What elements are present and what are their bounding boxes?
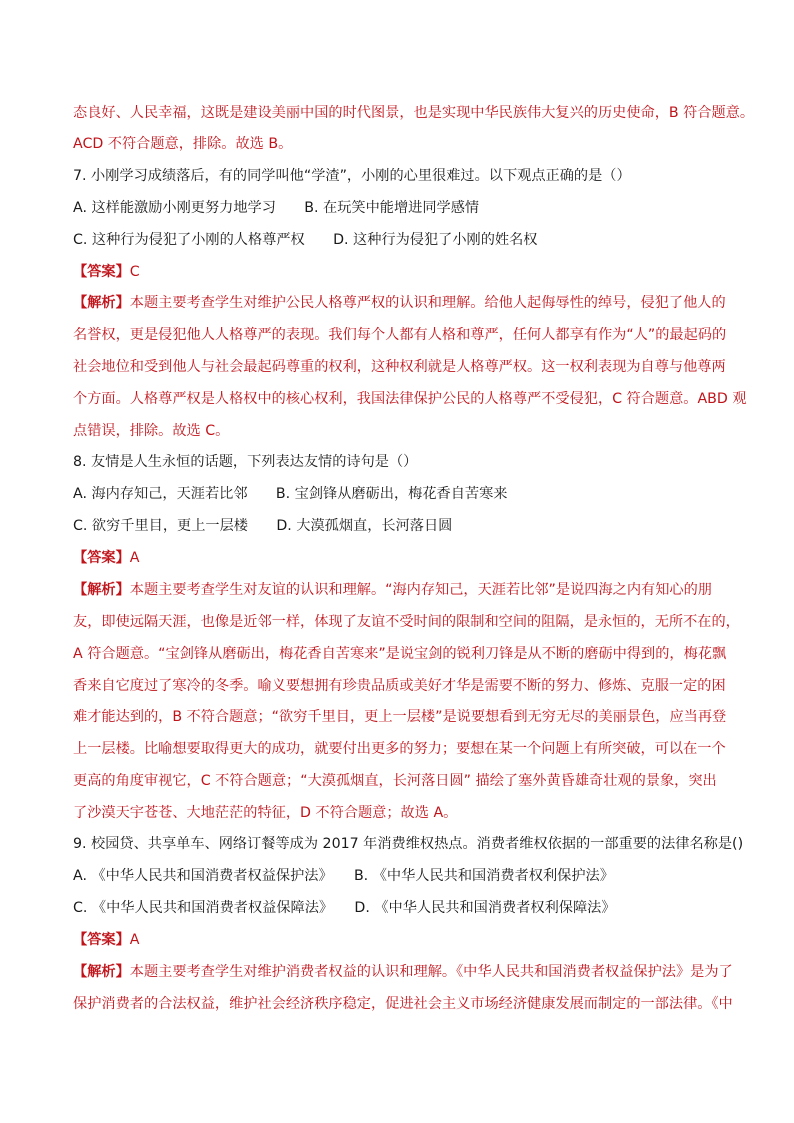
line-text: 名誉权，更是侵犯他人人格尊严的表现。我们每个人都有人格和尊严，任何人都享有作为“人”的最起码的 [73,327,727,343]
line-text: 本题主要考查学生对维护公民人格尊严权的认识和理解。给他人起侮辱性的绰号，侵犯了他人的 [129,295,726,311]
answer-tag: 【答案】 [73,264,130,280]
explanation-line [73,325,733,345]
explanation-line [73,994,733,1014]
explanation-line [73,612,740,632]
line-text: 友，即使远隔天涯，也像是近邻一样，体现了友谊不受时间的限制和空间的阻隔，是永恒的，无所不在的， [73,614,740,630]
line-text: 难才能达到的，B 不符合题意；“欲穷千里目，更上一层楼”是说要想看到无穷无尽的美丽景色，应当再登 [73,709,727,725]
line-text: 了沙漠天宇苍苍、大地茫茫的特征，D 不符合题意；故选 A。 [73,805,458,821]
answer-tag: 【答案】 [73,932,130,948]
answer-line [73,930,733,950]
analysis-tag: 【解析】 [73,295,130,311]
line-text: C. 这种行为侵犯了小刚的人格尊严权 D. 这种行为侵犯了小刚的姓名权 [73,232,538,248]
line-text: ACD 不符合题意，排除。故选 B。 [73,136,293,152]
explanation-line [73,357,733,377]
line-text: 上一层楼。比喻想要取得更大的成功，就要付出更多的努力；要想在某一个问题上有所突破，可以在一个 [73,741,726,757]
question-line [73,866,733,886]
explanation-line [73,644,733,664]
line-text: C [129,264,140,280]
line-text: A. 这样能激励小刚更努力地学习 B. 在玩笑中能增进同学感情 [73,200,480,216]
line-text: 态良好、人民幸福，这既是建设美丽中国的时代图景，也是实现中华民族伟大复兴的历史使命，B 符合题意。 [73,105,755,121]
explanation-line [73,803,733,823]
explanation-line [73,103,755,123]
line-text: C. 《中华人民共和国消费者权益保障法》 D. 《中华人民共和国消费者权利保障法》 [73,900,616,916]
line-text: 更高的角度审视它，C 不符合题意；“大漠孤烟直，长河落日圆” 描绘了塞外黄昏雄奇壮观的景象，突出 [73,773,717,789]
explanation-line [73,134,733,154]
analysis-line [73,293,733,313]
question-line [73,452,733,472]
line-text: 7. 小刚学习成绩落后，有的同学叫他“学渣”，小刚的心里很难过。以下观点正确的是（） [73,168,631,184]
line-text: A [129,932,140,948]
line-text: 本题主要考查学生对友谊的认识和理解。“海内存知己，天涯若比邻”是说四海之内有知心的朋 [129,582,712,598]
analysis-line [73,962,733,982]
answer-tag: 【答案】 [73,550,130,566]
line-text: 本题主要考查学生对维护消费者权益的认识和理解。《中华人民共和国消费者权益保护法》是为了 [129,964,733,980]
explanation-line [73,771,733,791]
line-text: 社会地位和受到他人与社会最起码尊重的权利，这种权利就是人格尊严权。这一权利表现为自尊与他尊两 [73,359,726,375]
line-text: A. 海内存知己，天涯若比邻 B. 宝剑锋从磨砺出，梅花香自苦寒来 [73,486,508,502]
line-text: A [129,550,140,566]
answer-line [73,262,733,282]
question-line [73,484,733,504]
line-text: 个方面。人格尊严权是人格权中的核心权利，我国法律保护公民的人格尊严不受侵犯，C 符合题意。ABD 观 [73,391,747,407]
line-text: 香来自它度过了寒冷的冬季。喻义要想拥有珍贵品质或美好才华是需要不断的努力、修炼、克服一定的困 [73,678,726,694]
question-line [73,230,733,250]
question-line [73,516,733,536]
question-line [73,166,733,186]
explanation-line [73,707,733,727]
line-text: 9. 校园贷、共享单车、网络订餐等成为 2017 年消费维权热点。消费者维权依据的一部重要的法律名称是() [73,836,744,852]
explanation-line [73,421,733,441]
explanation-line [73,739,733,759]
line-text: C. 欲穷千里目，更上一层楼 D. 大漠孤烟直，长河落日圆 [73,518,453,534]
line-text: A 符合题意。“宝剑锋从磨砺出，梅花香自苦寒来”是说宝剑的锐利刀锋是从不断的磨砺中得到的，梅花飘 [73,646,727,662]
question-line [73,834,744,854]
analysis-tag: 【解析】 [73,582,130,598]
answer-line [73,548,733,568]
question-line [73,898,733,918]
line-text: 8. 友情是人生永恒的话题，下列表达友情的诗句是（） [73,454,418,470]
line-text: A. 《中华人民共和国消费者权益保护法》 B. 《中华人民共和国消费者权利保护法》 [73,868,614,884]
line-text: 点错误，排除。故选 C。 [73,423,230,439]
line-text: 保护消费者的合法权益，维护社会经济秩序稳定，促进社会主义市场经济健康发展而制定的一部法律。《中 [73,996,733,1012]
analysis-tag: 【解析】 [73,964,130,980]
explanation-line [73,676,733,696]
explanation-line [73,389,747,409]
analysis-line [73,580,733,600]
question-line [73,198,733,218]
